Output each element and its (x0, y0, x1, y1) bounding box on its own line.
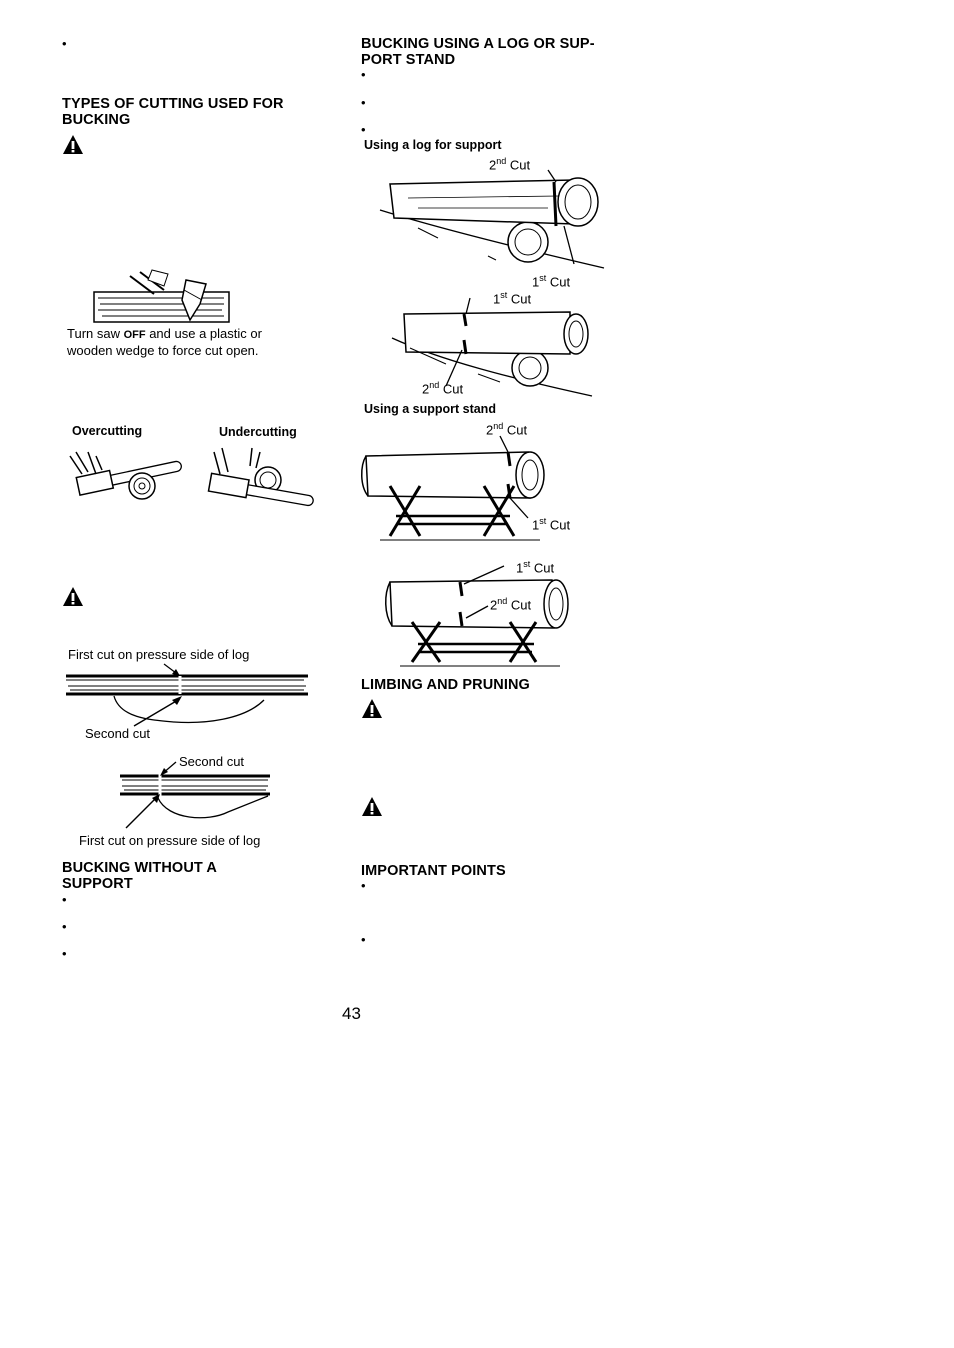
undercutting-label: Undercutting (219, 425, 297, 439)
overcutting-label: Overcutting (72, 424, 143, 438)
section-heading-limbing-pruning: LIMBING AND PRUNING (361, 677, 530, 693)
cut-label: 1st Cut (532, 516, 571, 533)
cut-label: 2nd Cut (422, 380, 464, 397)
cut-label: 1st Cut (493, 290, 532, 307)
support-stand-label: Using a support stand (364, 402, 496, 416)
support-stand-illustration-2 (384, 566, 570, 670)
wedge-illustration (94, 270, 234, 328)
cut-label: 1st Cut (532, 273, 571, 290)
cut-label: 1st Cut (516, 559, 555, 576)
warning-icon (62, 586, 84, 608)
bullet: • (62, 946, 67, 961)
cut-label: 2nd Cut (486, 421, 528, 438)
log-support-label: Using a log for support (364, 138, 502, 152)
warning-icon (361, 796, 383, 818)
cut-label: 2nd Cut (490, 596, 532, 613)
log-support-illustration-2 (390, 298, 594, 398)
page-number: 43 (342, 1004, 361, 1023)
log-support-illustration-1 (378, 168, 606, 278)
overcutting-illustration (66, 444, 186, 502)
pressure-diagram-1 (64, 660, 310, 730)
section-heading-bucking-support: BUCKING USING A LOG OR SUP- PORT STAND (361, 36, 595, 68)
section-heading-types-of-cutting: TYPES OF CUTTING USED FOR BUCKING (62, 96, 284, 128)
wedge-caption: Turn saw OFF and use a plastic or wooden wedge to force cut open. (67, 326, 262, 358)
cut-label: 2nd Cut (489, 156, 531, 173)
diagram1-bottom-label: Second cut (85, 726, 151, 741)
pressure-diagram-2 (118, 760, 272, 832)
diagram2-bottom-label: First cut on pressure side of log (79, 833, 261, 848)
diagram2-top-label: Second cut (179, 754, 245, 769)
diagram1-top-label: First cut on pressure side of log (68, 647, 250, 662)
bullet: • (361, 67, 366, 82)
undercutting-illustration (206, 444, 316, 506)
bullet: • (361, 122, 366, 137)
support-stand-illustration-1 (360, 436, 550, 546)
warning-icon (361, 698, 383, 720)
bullet: • (361, 95, 366, 110)
bullet: • (62, 36, 67, 51)
bullet: • (361, 878, 366, 893)
section-heading-important-points: IMPORTANT POINTS (361, 863, 506, 879)
section-heading-bucking-without-support: BUCKING WITHOUT A SUPPORT (62, 860, 218, 892)
bullet: • (361, 932, 366, 947)
bullet: • (62, 919, 67, 934)
bullet: • (62, 892, 67, 907)
warning-icon (62, 134, 84, 156)
